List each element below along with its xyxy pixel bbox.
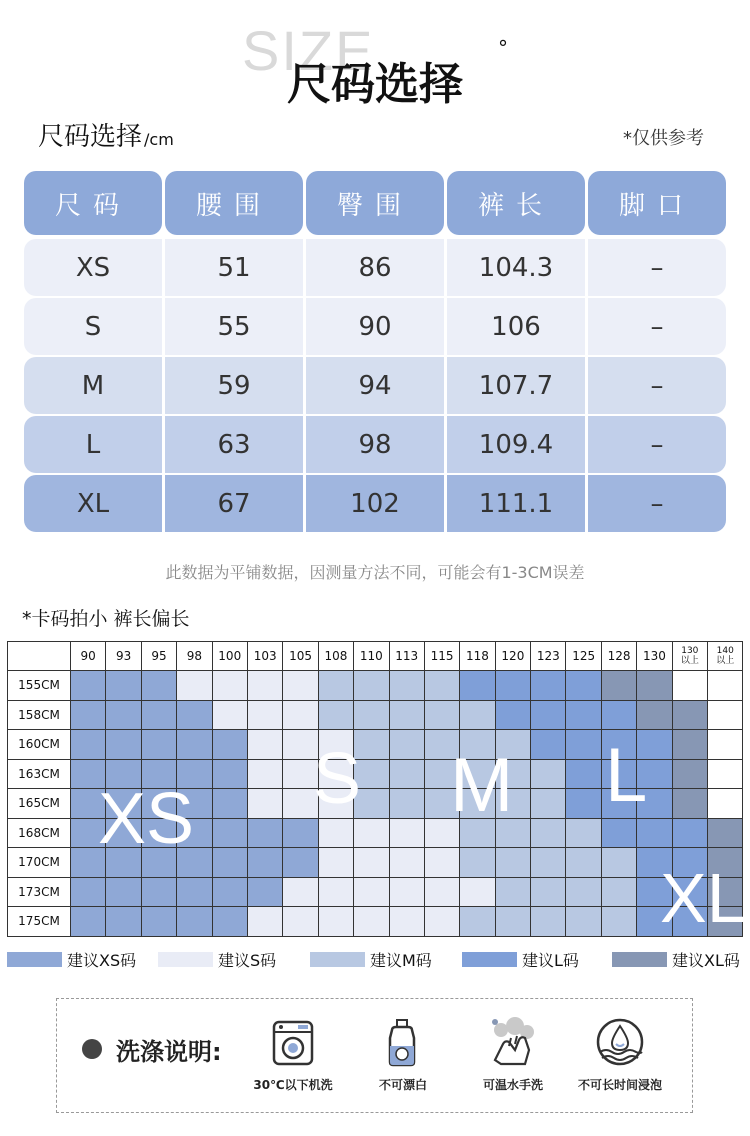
- grid-cell: [318, 671, 353, 701]
- size-table-cell: 102: [306, 475, 444, 532]
- grid-cell: [247, 818, 282, 848]
- grid-height-header: 165CM: [8, 789, 71, 819]
- grid-cell: [495, 759, 530, 789]
- grid-corner: [8, 642, 71, 671]
- grid-height-header: 175CM: [8, 907, 71, 937]
- grid-cell: [637, 671, 672, 701]
- grid-height-header: 158CM: [8, 700, 71, 730]
- care-label: 不可漂白: [378, 1078, 427, 1092]
- grid-weight-header: 130: [637, 642, 672, 671]
- grid-cell: [318, 848, 353, 878]
- grid-cell: [247, 877, 282, 907]
- grid-cell: [389, 818, 424, 848]
- legend-item-xl: [612, 948, 740, 971]
- grid-cell: [566, 789, 601, 819]
- grid-cell: [177, 759, 212, 789]
- grid-cell: [141, 907, 176, 937]
- grid-cell: [495, 730, 530, 760]
- size-table-header: 裤长: [447, 171, 585, 235]
- grid-cell: [354, 730, 389, 760]
- grid-cell: [389, 671, 424, 701]
- legend-label: 建议S码: [218, 951, 277, 970]
- grid-cell: [177, 671, 212, 701]
- grid-weight-header: 130 以上: [672, 642, 707, 671]
- size-table-cell: M: [24, 357, 162, 414]
- grid-cell: [495, 818, 530, 848]
- grid-cell: [424, 671, 459, 701]
- grid-cell: [212, 730, 247, 760]
- grid-weight-header: 93: [106, 642, 141, 671]
- grid-cell: [708, 789, 743, 819]
- grid-weight-header: 118: [460, 642, 495, 671]
- grid-cell: [708, 671, 743, 701]
- grid-cell: [354, 877, 389, 907]
- size-table-cell: L: [24, 416, 162, 473]
- grid-cell: [354, 818, 389, 848]
- title-degree-mark: °: [498, 36, 508, 60]
- grid-label-l: L: [605, 733, 648, 818]
- legend-item-l: [462, 948, 579, 971]
- grid-cell: [283, 818, 318, 848]
- size-table-cell: 111.1: [447, 475, 585, 532]
- grid-cell: [177, 818, 212, 848]
- grid-weight-header: 123: [531, 642, 566, 671]
- legend-swatch: [612, 952, 667, 967]
- size-table-cell: 86: [306, 239, 444, 296]
- grid-cell: [283, 907, 318, 937]
- grid-cell: [531, 907, 566, 937]
- grid-cell: [318, 907, 353, 937]
- grid-cell: [141, 671, 176, 701]
- size-table-cell: –: [588, 475, 726, 532]
- grid-cell: [106, 730, 141, 760]
- header-bg-text: SIZE: [242, 19, 375, 82]
- grid-cell: [708, 848, 743, 878]
- measurement-note: 此数据为平铺数据，因测量方法不同，可能会有1-3CM误差: [165, 563, 585, 582]
- size-table-cell: 98: [306, 416, 444, 473]
- grid-cell: [354, 907, 389, 937]
- page-title: 尺码选择: [287, 59, 463, 110]
- grid-cell: [177, 877, 212, 907]
- grid-cell: [141, 759, 176, 789]
- grid-cell: [354, 848, 389, 878]
- grid-cell: [283, 759, 318, 789]
- size-table-cell: –: [588, 298, 726, 355]
- section-title-text: 尺码选择: [38, 122, 143, 152]
- grid-height-header: 170CM: [8, 848, 71, 878]
- grid-weight-header: 95: [141, 642, 176, 671]
- grid-row: [8, 700, 743, 730]
- grid-legend: [0, 948, 750, 972]
- grid-weight-header: 100: [212, 642, 247, 671]
- grid-row: [8, 671, 743, 701]
- grid-weight-header: 105: [283, 642, 318, 671]
- grid-cell: [106, 700, 141, 730]
- size-table: [24, 171, 726, 532]
- grid-cell: [460, 907, 495, 937]
- grid-row: [8, 848, 743, 878]
- grid-cell: [71, 848, 106, 878]
- grid-cell: [71, 907, 106, 937]
- grid-cell: [672, 759, 707, 789]
- grid-cell: [212, 789, 247, 819]
- grid-cell: [141, 789, 176, 819]
- grid-cell: [141, 730, 176, 760]
- grid-cell: [424, 759, 459, 789]
- size-table-cell: 109.4: [447, 416, 585, 473]
- grid-cell: [495, 671, 530, 701]
- size-table-cell: 94: [306, 357, 444, 414]
- grid-cell: [601, 671, 636, 701]
- grid-cell: [708, 818, 743, 848]
- size-table-cell: 51: [165, 239, 303, 296]
- grid-cell: [212, 877, 247, 907]
- grid-cell: [389, 848, 424, 878]
- grid-cell: [495, 789, 530, 819]
- grid-cell: [460, 730, 495, 760]
- size-table-cell: XS: [24, 239, 162, 296]
- size-table-cell: S: [24, 298, 162, 355]
- grid-cell: [177, 789, 212, 819]
- grid-cell: [672, 730, 707, 760]
- grid-cell: [283, 730, 318, 760]
- grid-cell: [141, 700, 176, 730]
- grid-cell: [389, 907, 424, 937]
- grid-cell: [389, 759, 424, 789]
- grid-cell: [460, 848, 495, 878]
- grid-row: [8, 789, 743, 819]
- grid-cell: [708, 877, 743, 907]
- grid-cell: [212, 907, 247, 937]
- grid-height-header: 168CM: [8, 818, 71, 848]
- grid-cell: [531, 818, 566, 848]
- grid-cell: [141, 877, 176, 907]
- grid-cell: [106, 789, 141, 819]
- grid-cell: [424, 848, 459, 878]
- care-item-hand-wash: [458, 1016, 568, 1093]
- grid-cell: [495, 877, 530, 907]
- grid-weight-header: 115: [424, 642, 459, 671]
- grid-cell: [141, 818, 176, 848]
- grid-cell: [495, 848, 530, 878]
- size-table-header: 尺码: [24, 171, 162, 235]
- care-label: 不可长时间浸泡: [577, 1078, 662, 1092]
- size-table-cell: 90: [306, 298, 444, 355]
- grid-cell: [389, 877, 424, 907]
- grid-cell: [637, 907, 672, 937]
- size-table-cell: –: [588, 239, 726, 296]
- grid-cell: [672, 818, 707, 848]
- grid-height-header: 155CM: [8, 671, 71, 701]
- grid-cell: [424, 877, 459, 907]
- grid-cell: [566, 877, 601, 907]
- grid-cell: [212, 671, 247, 701]
- grid-cell: [424, 789, 459, 819]
- size-table-header: 腰围: [165, 171, 303, 235]
- fit-note: *卡码拍小 裤长偏长: [22, 608, 190, 630]
- grid-cell: [566, 907, 601, 937]
- size-table-cell: –: [588, 416, 726, 473]
- care-label: 可温水手洗: [482, 1078, 543, 1092]
- grid-row: [8, 818, 743, 848]
- grid-weight-header: 90: [71, 642, 106, 671]
- grid-cell: [601, 789, 636, 819]
- legend-swatch: [7, 952, 62, 967]
- grid-cell: [637, 848, 672, 878]
- grid-cell: [247, 789, 282, 819]
- grid-label-m: M: [450, 743, 514, 828]
- grid-weight-header: 98: [177, 642, 212, 671]
- grid-cell: [637, 700, 672, 730]
- grid-cell: [708, 730, 743, 760]
- grid-cell: [318, 700, 353, 730]
- grid-cell: [531, 700, 566, 730]
- grid-cell: [495, 907, 530, 937]
- grid-cell: [389, 700, 424, 730]
- size-table-cell: 106: [447, 298, 585, 355]
- grid-cell: [531, 730, 566, 760]
- grid-cell: [247, 907, 282, 937]
- grid-cell: [708, 700, 743, 730]
- care-item-no-bleach: [348, 1016, 458, 1093]
- grid-cell: [141, 848, 176, 878]
- grid-height-header: 160CM: [8, 730, 71, 760]
- grid-cell: [424, 700, 459, 730]
- grid-weight-header: 110: [354, 642, 389, 671]
- grid-cell: [601, 700, 636, 730]
- section-unit: /cm: [144, 130, 174, 149]
- grid-cell: [566, 818, 601, 848]
- grid-label-s: S: [313, 739, 362, 819]
- grid-label-xs: XS: [98, 779, 195, 859]
- grid-cell: [212, 700, 247, 730]
- grid-cell: [708, 759, 743, 789]
- grid-cell: [354, 700, 389, 730]
- grid-cell: [212, 759, 247, 789]
- grid-cell: [283, 700, 318, 730]
- grid-cell: [460, 759, 495, 789]
- grid-cell: [177, 730, 212, 760]
- grid-row: [8, 877, 743, 907]
- washing-machine-icon: [268, 1016, 318, 1068]
- grid-cell: [672, 700, 707, 730]
- grid-header-row: [8, 642, 743, 671]
- grid-cell: [424, 818, 459, 848]
- grid-cell: [283, 848, 318, 878]
- care-item-no-soak: [565, 1016, 675, 1093]
- grid-cell: [247, 730, 282, 760]
- grid-weight-header: 108: [318, 642, 353, 671]
- grid-weight-header: 140 以上: [708, 642, 743, 671]
- grid-cell: [460, 818, 495, 848]
- grid-row: [8, 759, 743, 789]
- grid-cell: [460, 700, 495, 730]
- grid-height-header: 173CM: [8, 877, 71, 907]
- grid-weight-header: 113: [389, 642, 424, 671]
- grid-row: [8, 730, 743, 760]
- grid-cell: [637, 759, 672, 789]
- grid-cell: [106, 848, 141, 878]
- grid-cell: [637, 789, 672, 819]
- grid-cell: [566, 730, 601, 760]
- size-recommendation-grid: [7, 641, 743, 937]
- grid-weight-header: 103: [247, 642, 282, 671]
- grid-cell: [354, 759, 389, 789]
- grid-cell: [531, 877, 566, 907]
- grid-cell: [672, 877, 707, 907]
- grid-cell: [531, 759, 566, 789]
- legend-label: 建议XL码: [672, 951, 740, 970]
- grid-cell: [247, 700, 282, 730]
- section-title: [38, 116, 174, 153]
- grid-cell: [71, 730, 106, 760]
- legend-label: 建议M码: [370, 951, 432, 970]
- grid-cell: [106, 671, 141, 701]
- legend-item-s: [158, 948, 276, 971]
- grid-weight-header: 125: [566, 642, 601, 671]
- grid-cell: [601, 730, 636, 760]
- grid-cell: [71, 759, 106, 789]
- grid-cell: [566, 700, 601, 730]
- grid-cell: [106, 759, 141, 789]
- grid-weight-header: 120: [495, 642, 530, 671]
- grid-cell: [71, 700, 106, 730]
- grid-cell: [601, 818, 636, 848]
- size-table-cell: 107.7: [447, 357, 585, 414]
- grid-cell: [601, 759, 636, 789]
- grid-cell: [71, 789, 106, 819]
- grid-cell: [424, 730, 459, 760]
- grid-cell: [601, 907, 636, 937]
- size-table-cell: 59: [165, 357, 303, 414]
- grid-cell: [495, 700, 530, 730]
- legend-swatch: [462, 952, 517, 967]
- size-table-cell: XL: [24, 475, 162, 532]
- wash-title: 洗涤说明:: [116, 1038, 222, 1066]
- grid-cell: [601, 848, 636, 878]
- grid-cell: [531, 848, 566, 878]
- grid-cell: [637, 877, 672, 907]
- grid-cell: [247, 759, 282, 789]
- grid-cell: [71, 671, 106, 701]
- grid-cell: [531, 671, 566, 701]
- grid-height-header: 163CM: [8, 759, 71, 789]
- grid-cell: [71, 877, 106, 907]
- grid-cell: [318, 759, 353, 789]
- legend-swatch: [158, 952, 213, 967]
- grid-cell: [318, 877, 353, 907]
- size-table-header: 脚口: [588, 171, 726, 235]
- grid-cell: [318, 730, 353, 760]
- grid-cell: [177, 700, 212, 730]
- grid-row: [8, 907, 743, 937]
- grid-cell: [354, 671, 389, 701]
- legend-item-m: [310, 948, 432, 971]
- grid-cell: [672, 789, 707, 819]
- grid-weight-header: 128: [601, 642, 636, 671]
- grid-label-xl: XL: [660, 859, 746, 937]
- size-table-cell: 55: [165, 298, 303, 355]
- legend-swatch: [310, 952, 365, 967]
- grid-cell: [637, 730, 672, 760]
- size-table-cell: –: [588, 357, 726, 414]
- grid-cell: [566, 759, 601, 789]
- grid-cell: [283, 789, 318, 819]
- grid-cell: [672, 907, 707, 937]
- bleach-bottle-icon: [378, 1016, 428, 1068]
- size-table-cell: 67: [165, 475, 303, 532]
- grid-cell: [177, 907, 212, 937]
- reference-note: *仅供参考: [623, 128, 704, 149]
- grid-cell: [460, 789, 495, 819]
- grid-cell: [601, 877, 636, 907]
- grid-cell: [212, 818, 247, 848]
- grid-cell: [247, 848, 282, 878]
- grid-cell: [424, 907, 459, 937]
- grid-cell: [672, 848, 707, 878]
- grid-cell: [708, 907, 743, 937]
- grid-cell: [212, 848, 247, 878]
- size-table-cell: 63: [165, 416, 303, 473]
- grid-cell: [106, 877, 141, 907]
- grid-cell: [247, 671, 282, 701]
- grid-cell: [566, 671, 601, 701]
- legend-label: 建议XS码: [67, 951, 137, 970]
- bullet-dot: [82, 1039, 102, 1059]
- grid-cell: [566, 848, 601, 878]
- grid-cell: [672, 671, 707, 701]
- soak-icon: [592, 1016, 648, 1068]
- grid-cell: [106, 818, 141, 848]
- care-label: 30℃以下机洗: [253, 1078, 333, 1092]
- grid-cell: [389, 789, 424, 819]
- legend-label: 建议L码: [522, 951, 579, 970]
- grid-cell: [283, 877, 318, 907]
- legend-item-xs: [7, 948, 136, 971]
- grid-cell: [71, 818, 106, 848]
- grid-cell: [531, 789, 566, 819]
- grid-cell: [389, 730, 424, 760]
- grid-cell: [177, 848, 212, 878]
- care-item-machine-wash: [238, 1016, 348, 1093]
- hand-wash-icon: [485, 1016, 541, 1068]
- size-table-cell: 104.3: [447, 239, 585, 296]
- grid-cell: [460, 671, 495, 701]
- grid-cell: [354, 789, 389, 819]
- grid-cell: [318, 789, 353, 819]
- grid-cell: [637, 818, 672, 848]
- size-table-header: 臀围: [306, 171, 444, 235]
- grid-cell: [106, 907, 141, 937]
- grid-cell: [318, 818, 353, 848]
- grid-cell: [283, 671, 318, 701]
- grid-cell: [460, 877, 495, 907]
